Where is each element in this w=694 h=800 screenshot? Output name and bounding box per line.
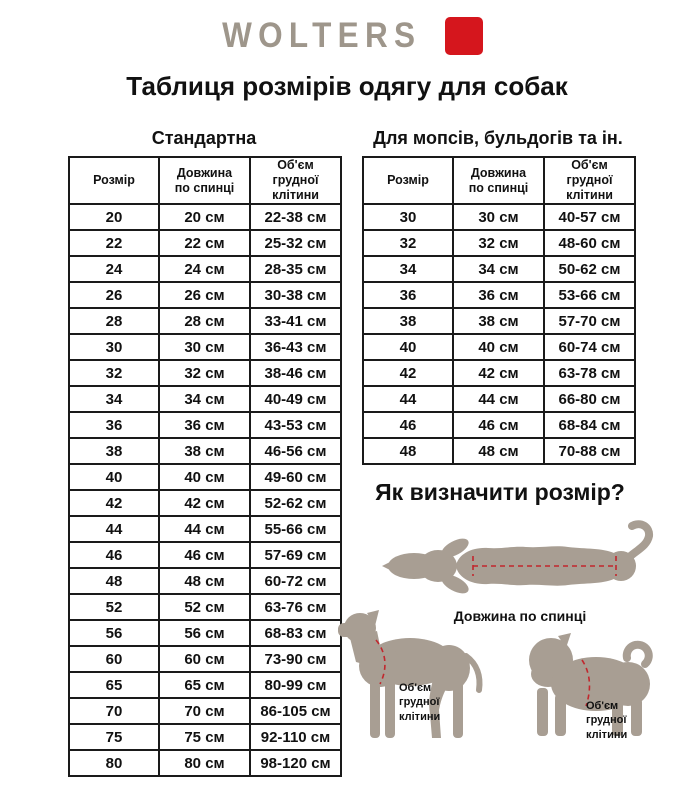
chest-volume-label: Об'єм грудної клітини: [399, 682, 441, 723]
table-cell: 30: [69, 334, 159, 360]
top-view-dog-illustration: [378, 520, 678, 612]
table-row: [69, 672, 341, 698]
table-row: [69, 360, 341, 386]
table-cell: 38 см: [159, 438, 250, 464]
table-cell: 42 см: [159, 490, 250, 516]
table-cell: 26: [69, 282, 159, 308]
table-cell: 48-60 см: [544, 230, 635, 256]
table-cell: 43-53 см: [250, 412, 341, 438]
table-cell: 46-56 см: [250, 438, 341, 464]
column-header-chest: Об'єм грудної клітини: [544, 157, 635, 204]
table-row: [69, 438, 341, 464]
table-row: [69, 490, 341, 516]
table-cell: 80: [69, 750, 159, 776]
table-cell: 34: [363, 256, 453, 282]
page-title: Таблиця розмірів одягу для собак: [126, 71, 568, 101]
table-row: [69, 334, 341, 360]
table-cell: 32: [363, 230, 453, 256]
column-header-back-length: Довжина по спинці: [453, 157, 544, 204]
pug-sizes-section: [362, 128, 634, 465]
table-cell: 38: [363, 308, 453, 334]
table-row: [69, 620, 341, 646]
table-cell: 70-88 см: [544, 438, 635, 464]
table-row: [69, 412, 341, 438]
table-cell: 56 см: [159, 620, 250, 646]
table-row: [363, 308, 635, 334]
table-body: [69, 204, 341, 776]
table-cell: 98-120 см: [250, 750, 341, 776]
table-cell: 46: [363, 412, 453, 438]
table-cell: 70 см: [159, 698, 250, 724]
table-cell: 34: [69, 386, 159, 412]
table-cell: 28: [69, 308, 159, 334]
table-row: [69, 646, 341, 672]
standard-sizes-section: [68, 128, 340, 777]
table-cell: 57-70 см: [544, 308, 635, 334]
table-cell: 46: [69, 542, 159, 568]
table-row: [363, 230, 635, 256]
table-row: [69, 568, 341, 594]
table-cell: 30: [363, 204, 453, 230]
table-cell: 73-90 см: [250, 646, 341, 672]
table-body: [363, 204, 635, 464]
table-cell: 48 см: [159, 568, 250, 594]
table-cell: 30-38 см: [250, 282, 341, 308]
table-cell: 75 см: [159, 724, 250, 750]
table-row: [363, 256, 635, 282]
table-row: [69, 256, 341, 282]
table-cell: 55-66 см: [250, 516, 341, 542]
table-cell: 46 см: [453, 412, 544, 438]
table-cell: 22: [69, 230, 159, 256]
table-cell: 42 см: [453, 360, 544, 386]
standard-size-table: [68, 156, 342, 777]
table-cell: 24 см: [159, 256, 250, 282]
table-cell: 52 см: [159, 594, 250, 620]
back-length-label: Довжина по спинці: [453, 608, 587, 624]
table-row: [69, 594, 341, 620]
table-cell: 40: [363, 334, 453, 360]
table-row: [363, 412, 635, 438]
table-cell: 86-105 см: [250, 698, 341, 724]
table-cell: 48 см: [453, 438, 544, 464]
table-cell: 30 см: [159, 334, 250, 360]
table-cell: 36-43 см: [250, 334, 341, 360]
table-cell: 44: [363, 386, 453, 412]
table-cell: 30 см: [453, 204, 544, 230]
pug-size-table: [362, 156, 636, 465]
table-cell: 65 см: [159, 672, 250, 698]
table-cell: 40-49 см: [250, 386, 341, 412]
column-header-back-length: Довжина по спинці: [159, 157, 250, 204]
standard-table-title: Стандартна: [151, 128, 257, 148]
table-cell: 44: [69, 516, 159, 542]
table-cell: 46 см: [159, 542, 250, 568]
table-cell: 44 см: [453, 386, 544, 412]
table-cell: 32: [69, 360, 159, 386]
table-cell: 36: [69, 412, 159, 438]
table-cell: 36: [363, 282, 453, 308]
table-cell: 40: [69, 464, 159, 490]
table-cell: 60-72 см: [250, 568, 341, 594]
guide-title: Як визначити розмір?: [375, 479, 625, 505]
table-cell: 60 см: [159, 646, 250, 672]
pug-table-title: Для мопсів, бульдогів та ін.: [373, 128, 623, 148]
table-cell: 66-80 см: [544, 386, 635, 412]
table-cell: 68-83 см: [250, 620, 341, 646]
table-cell: 34 см: [453, 256, 544, 282]
table-cell: 49-60 см: [250, 464, 341, 490]
column-header-chest: Об'єм грудної клітини: [250, 157, 341, 204]
table-row: [69, 750, 341, 776]
table-cell: 25-32 см: [250, 230, 341, 256]
table-cell: 80-99 см: [250, 672, 341, 698]
table-cell: 40 см: [453, 334, 544, 360]
table-cell: 44 см: [159, 516, 250, 542]
table-cell: 65: [69, 672, 159, 698]
table-row: [69, 464, 341, 490]
table-cell: 22-38 см: [250, 204, 341, 230]
table-cell: 32 см: [453, 230, 544, 256]
table-header-row: [69, 157, 341, 204]
table-row: [363, 204, 635, 230]
table-cell: 56: [69, 620, 159, 646]
table-row: [69, 542, 341, 568]
table-cell: 24: [69, 256, 159, 282]
table-cell: 50-62 см: [544, 256, 635, 282]
table-cell: 28-35 см: [250, 256, 341, 282]
table-row: [363, 386, 635, 412]
brand-logo: [0, 16, 694, 56]
logo-text: WOLTERS: [221, 16, 422, 55]
table-cell: 32 см: [159, 360, 250, 386]
table-cell: 75: [69, 724, 159, 750]
table-row: [69, 724, 341, 750]
table-row: [69, 386, 341, 412]
top-view-dog-silhouette: [382, 524, 649, 597]
table-cell: 20: [69, 204, 159, 230]
table-cell: 70: [69, 698, 159, 724]
table-row: [363, 360, 635, 386]
chest-volume-label: Об'єм грудної клітини: [586, 700, 628, 741]
table-cell: 36 см: [159, 412, 250, 438]
table-row: [69, 230, 341, 256]
table-cell: 92-110 см: [250, 724, 341, 750]
table-row: [69, 698, 341, 724]
table-cell: 80 см: [159, 750, 250, 776]
table-cell: 68-84 см: [544, 412, 635, 438]
table-row: [363, 334, 635, 360]
table-cell: 53-66 см: [544, 282, 635, 308]
table-cell: 34 см: [159, 386, 250, 412]
table-row: [363, 438, 635, 464]
table-cell: 48: [69, 568, 159, 594]
table-cell: 52: [69, 594, 159, 620]
table-cell: 42: [69, 490, 159, 516]
table-row: [69, 204, 341, 230]
table-cell: 60-74 см: [544, 334, 635, 360]
table-cell: 38 см: [453, 308, 544, 334]
column-header-size: Розмір: [69, 157, 159, 204]
logo-red-square: [445, 17, 483, 55]
table-cell: 48: [363, 438, 453, 464]
table-row: [363, 282, 635, 308]
table-cell: 52-62 см: [250, 490, 341, 516]
table-cell: 63-78 см: [544, 360, 635, 386]
table-cell: 63-76 см: [250, 594, 341, 620]
table-cell: 33-41 см: [250, 308, 341, 334]
table-cell: 42: [363, 360, 453, 386]
table-cell: 38-46 см: [250, 360, 341, 386]
table-row: [69, 282, 341, 308]
table-row: [69, 516, 341, 542]
table-cell: 57-69 см: [250, 542, 341, 568]
table-cell: 36 см: [453, 282, 544, 308]
table-cell: 38: [69, 438, 159, 464]
table-cell: 60: [69, 646, 159, 672]
table-cell: 26 см: [159, 282, 250, 308]
table-cell: 40 см: [159, 464, 250, 490]
table-cell: 40-57 см: [544, 204, 635, 230]
column-header-size: Розмір: [363, 157, 453, 204]
table-cell: 22 см: [159, 230, 250, 256]
table-header-row: [363, 157, 635, 204]
table-row: [69, 308, 341, 334]
table-cell: 20 см: [159, 204, 250, 230]
table-cell: 28 см: [159, 308, 250, 334]
